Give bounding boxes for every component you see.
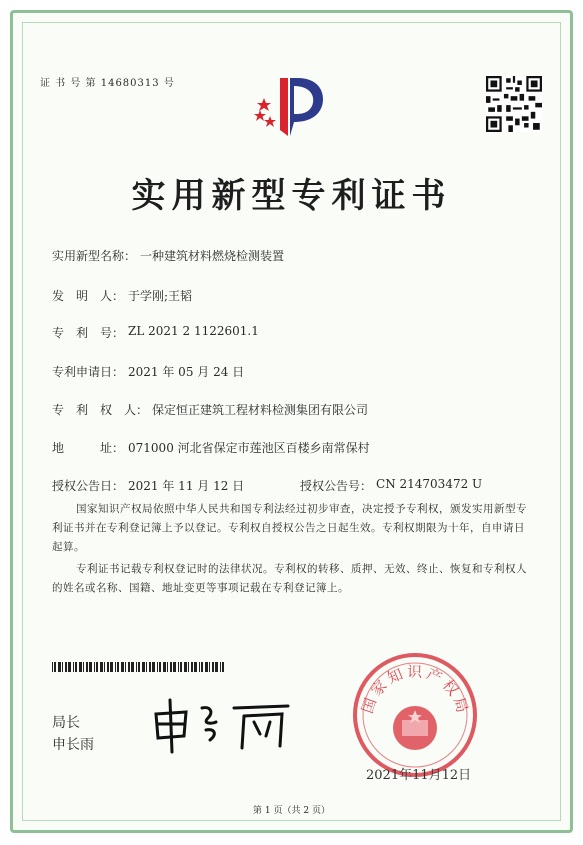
field-value: 于学刚;王韬: [128, 289, 193, 303]
field-value: ZL 2021 2 1122601.1: [128, 324, 259, 338]
seal-date: 2021年11月12日: [366, 768, 472, 783]
field-filing-date: [52, 363, 244, 380]
field-label: 专利申请日：: [52, 365, 125, 379]
statement-paragraph-2: 专利证书记载专利权登记时的法律状况。专利权的转移、质押、无效、终止、恢复和专利权人的姓名或名称、国籍、地址变更等事项记载在专利登记簿上。: [52, 563, 527, 594]
barcode-icon: [52, 662, 228, 672]
field-grant-number: [300, 477, 482, 494]
field-label: 专 利 权 人：: [52, 403, 149, 417]
field-label: 授权公告号：: [300, 479, 373, 493]
cnipa-logo-icon: [250, 70, 330, 140]
field-label: 授权公告日：: [52, 479, 125, 493]
signature-icon: [150, 694, 300, 754]
field-label: 实用新型名称：: [52, 249, 137, 263]
field-name: [52, 247, 284, 264]
signer-title: 局长: [52, 715, 80, 731]
field-label: 专 利 号：: [52, 326, 125, 340]
field-value: CN 214703472 U: [376, 477, 483, 491]
field-label: 发 明 人：: [52, 289, 125, 303]
signer-name: 申长雨: [52, 737, 94, 753]
certificate-number: 证 书 号 第 14680313 号: [40, 78, 175, 89]
field-value: 071000 河北省保定市莲池区百楼乡南常保村: [128, 441, 370, 455]
field-inventor: [52, 287, 192, 304]
field-label: 地 址：: [52, 441, 125, 455]
field-value: 2021 年 05 月 24 日: [128, 365, 245, 379]
page-title: 实用新型专利证书: [131, 176, 452, 216]
seal-text: 国家知识产权局: [358, 662, 473, 718]
field-grant-date: [52, 477, 244, 494]
official-seal-icon: [350, 650, 480, 780]
field-value: 2021 年 11 月 12 日: [128, 479, 245, 493]
field-patent-holder: [52, 401, 368, 418]
field-address: [52, 439, 370, 456]
field-value: 保定恒正建筑工程材料检测集团有限公司: [152, 403, 369, 417]
statement-paragraph-1: 国家知识产权局依照中华人民共和国专利法经过初步审查，决定授予专利权，颁发实用新型专利证书并在专利登记簿上予以登记。专利权自授权公告之日起生效。专利权期限为十年，自申请日起算。: [52, 503, 527, 553]
field-value: 一种建筑材料燃烧检测装置: [140, 249, 285, 263]
qr-code-icon: [486, 76, 542, 132]
field-patent-number: [52, 324, 259, 341]
page-number: 第 1 页（共 2 页）: [253, 806, 330, 816]
